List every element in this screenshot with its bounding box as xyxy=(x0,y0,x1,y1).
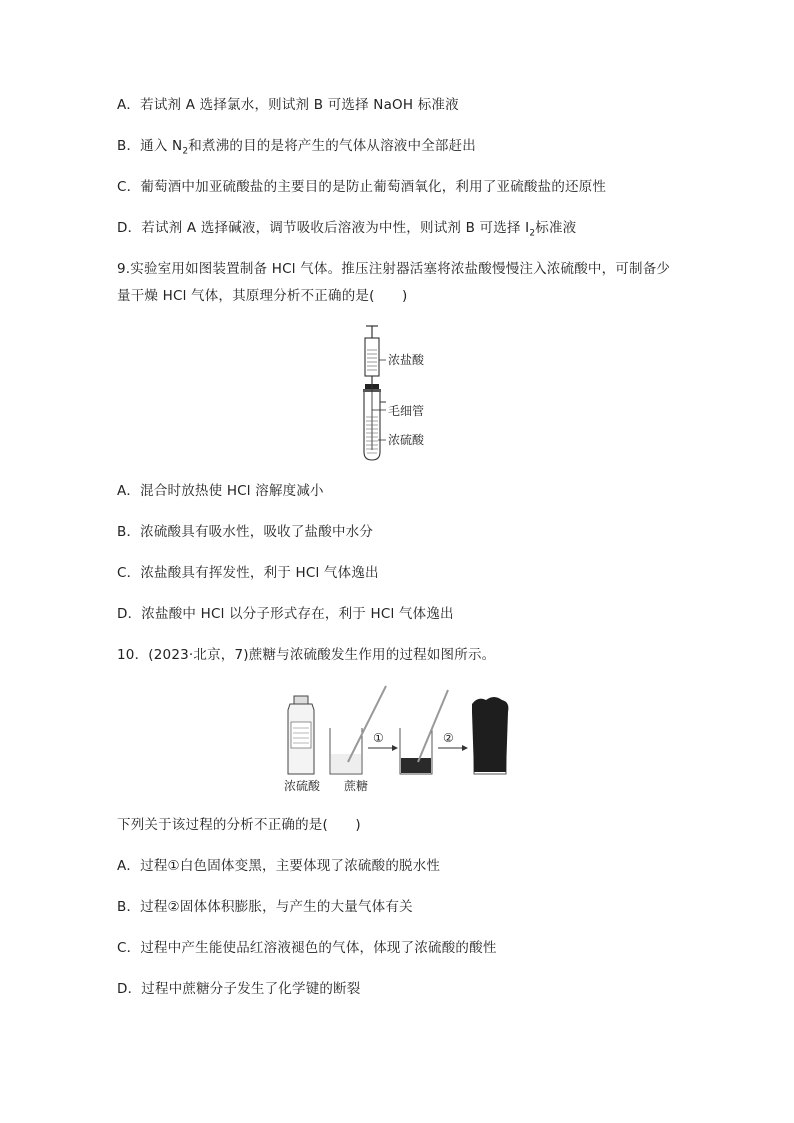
q8-option-a: A．若试剂 A 选择氯水，则试剂 B 可选择 NaOH 标准液 xyxy=(117,97,459,113)
q9-stem-line1: 9.实验室用如图装置制备 HCl 气体。推压注射器活塞将浓盐酸慢慢注入浓硫酸中，可制备少 xyxy=(117,261,671,277)
q9-option-d: D．浓盐酸中 HCl 以分子形式存在，利于 HCl 气体逸出 xyxy=(117,606,454,622)
q9-apparatus-figure xyxy=(350,322,470,464)
q8-option-b-subscript: 2 xyxy=(182,146,189,157)
q9-option-a: A．混合时放热使 HCl 溶解度减小 xyxy=(117,483,324,499)
q9-option-b: B．浓硫酸具有吸水性，吸收了盐酸中水分 xyxy=(117,524,374,540)
q8-option-d-text: D．若试剂 A 选择碱液，调节吸收后溶液为中性，则试剂 B 可选择 I xyxy=(117,220,530,236)
q8-option-d-text-2: 标准液 xyxy=(535,220,577,236)
q10-stem: 10．(2023·北京，7)蔗糖与浓硫酸发生作用的过程如图所示。 xyxy=(117,647,496,663)
q9-stem-line2: 量干燥 HCl 气体，其原理分析不正确的是( ) xyxy=(117,288,408,304)
q10-step1-marker: ① xyxy=(373,731,384,745)
q8-option-b xyxy=(117,137,476,161)
q8-option-d xyxy=(117,219,576,243)
q8-option-c: C．葡萄酒中加亚硫酸盐的主要目的是防止葡萄酒氧化，利用了亚硫酸盐的还原性 xyxy=(117,179,607,195)
q9-label-conc-h2so4: 浓硫酸 xyxy=(388,433,425,447)
q10-label-sucrose: 蔗糖 xyxy=(344,779,369,793)
q10-option-b: B．过程②固体体积膨胀，与产生的大量气体有关 xyxy=(117,899,413,915)
q8-option-b-text-2: 和煮沸的目的是将产生的气体从溶液中全部赶出 xyxy=(188,138,476,154)
q10-option-d: D．过程中蔗糖分子发生了化学键的断裂 xyxy=(117,981,361,997)
q8-option-b-text: B．通入 N xyxy=(117,138,183,154)
q10-option-a: A．过程①白色固体变黑，主要体现了浓硫酸的脱水性 xyxy=(117,858,441,874)
q9-label-conc-hcl: 浓盐酸 xyxy=(388,353,425,367)
q8-option-d-subscript: 2 xyxy=(529,228,536,239)
q9-label-capillary: 毛细管 xyxy=(388,404,425,418)
q10-option-c: C．过程中产生能使品红溶液褪色的气体，体现了浓硫酸的酸性 xyxy=(117,940,497,956)
q9-option-c: C．浓盐酸具有挥发性，利于 HCl 气体逸出 xyxy=(117,565,379,581)
q10-prompt: 下列关于该过程的分析不正确的是( ) xyxy=(117,817,361,833)
q10-label-conc-h2so4: 浓硫酸 xyxy=(284,779,321,793)
q10-process-figure xyxy=(282,682,522,794)
q10-step2-marker: ② xyxy=(443,731,454,745)
